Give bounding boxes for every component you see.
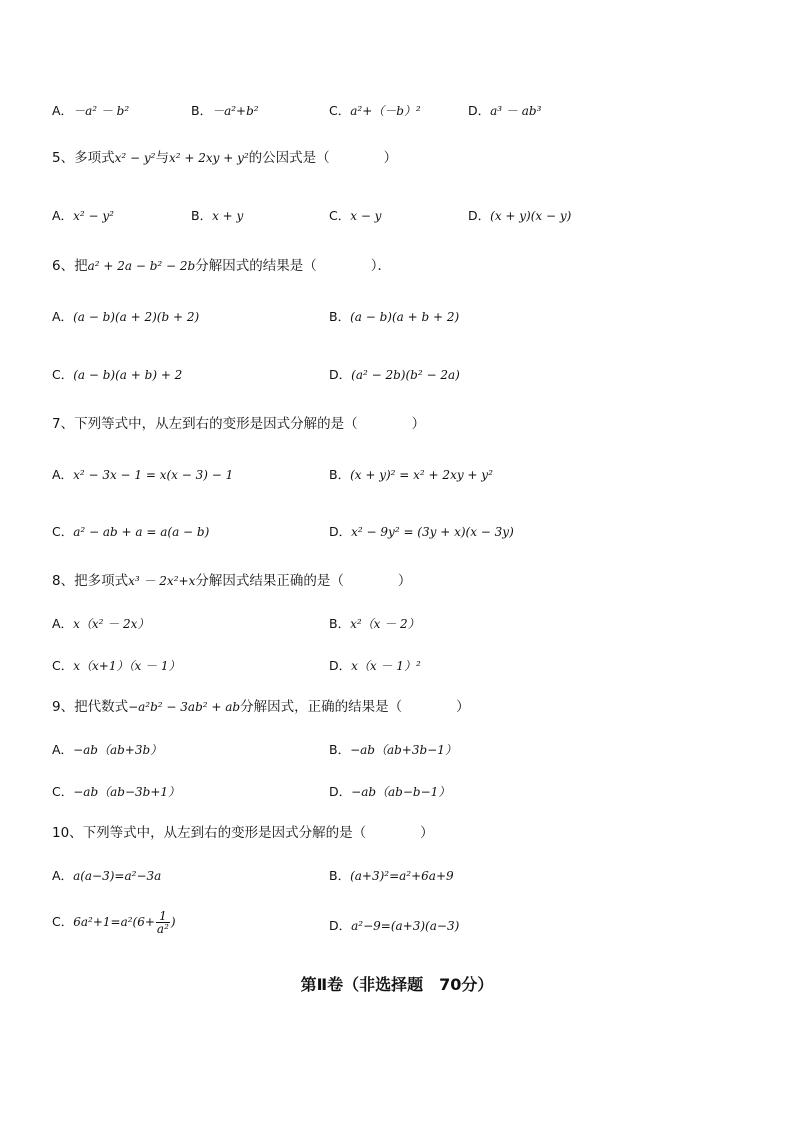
- option-expression: x（x+1）（x － 1）: [73, 659, 181, 673]
- question-number: 5、: [52, 150, 75, 166]
- option-letter: A．: [52, 309, 74, 324]
- option-letter: C．: [52, 784, 74, 799]
- q4-option-b: [191, 103, 259, 120]
- question-number: 8、: [52, 573, 75, 589]
- option-letter: A．: [52, 208, 74, 223]
- option-expression: a²−9=(a+3)(a−3): [351, 919, 460, 933]
- q10-option-a: [52, 868, 161, 885]
- option-expression: x（x² － 2x）: [73, 617, 150, 631]
- question-text: 分解因式的结果是（ ）．: [195, 258, 391, 274]
- q6-option-a: [52, 309, 199, 326]
- option-letter: D．: [329, 918, 352, 933]
- option-letter: C．: [52, 914, 74, 929]
- option-letter: B．: [191, 208, 213, 223]
- option-expression: −ab（ab−b−1）: [351, 785, 451, 799]
- q9-option-c: [52, 784, 180, 801]
- question-text: 分解因式，正确的结果是（ ）: [240, 699, 470, 715]
- option-expression: 6a²+1=a²(6+: [73, 915, 155, 929]
- q10-option-c: [52, 910, 176, 935]
- question-text: 下列等式中，从左到右的变形是因式分解的是（ ）: [82, 825, 434, 841]
- q9-option-d: [329, 784, 450, 801]
- q7-option-b: [329, 467, 493, 484]
- q10-option-d: [329, 918, 459, 935]
- option-expression: x（x － 1）²: [351, 659, 421, 673]
- option-letter: B．: [329, 309, 351, 324]
- option-letter: D．: [329, 658, 352, 673]
- option-expression: x²（x － 2）: [350, 617, 420, 631]
- q8-option-a: [52, 616, 149, 633]
- option-expression: (x + y)² = x² + 2xy + y²: [350, 468, 493, 482]
- q6-option-b: [329, 309, 459, 326]
- option-letter: A．: [52, 103, 74, 118]
- question-5: [52, 150, 397, 166]
- question-number: 9、: [52, 699, 75, 715]
- option-expression: −ab（ab+3b−1）: [350, 743, 457, 757]
- question-text: 把多项式: [74, 573, 129, 589]
- section-title: 第Ⅱ卷（非选择题 70分）: [300, 975, 494, 994]
- option-letter: C．: [52, 524, 74, 539]
- option-expression: x + y: [212, 209, 244, 223]
- option-letter: B．: [329, 868, 351, 883]
- q5-option-d: [468, 208, 571, 225]
- option-expression: －a²+b²: [212, 104, 259, 118]
- question-number: 10、: [52, 825, 83, 841]
- question-text: 的公因式是（ ）: [248, 150, 398, 166]
- q5-option-c: [329, 208, 381, 225]
- question-9: [52, 699, 470, 715]
- question-expression: x² − y²: [114, 151, 156, 165]
- question-text: 把: [74, 258, 88, 274]
- q4-option-a: [52, 103, 129, 120]
- option-expression: (a − b)(a + b) + 2: [73, 368, 183, 382]
- q9-option-a: [52, 742, 162, 759]
- question-number: 6、: [52, 258, 75, 274]
- option-expression: －a² － b²: [73, 104, 130, 118]
- option-letter: B．: [191, 103, 213, 118]
- option-expression: x² − 3x − 1 = x(x − 3) − 1: [73, 468, 234, 482]
- option-expression: −ab（ab−3b+1）: [73, 785, 181, 799]
- q6-option-d: [329, 367, 460, 384]
- option-expression: x² − y²: [73, 209, 114, 223]
- option-expression: ): [170, 915, 176, 929]
- option-letter: C．: [52, 658, 74, 673]
- q5-option-b: [191, 208, 243, 225]
- q7-option-c: [52, 524, 209, 541]
- option-expression: x² − 9y² = (3y + x)(x − 3y): [351, 525, 514, 539]
- option-letter: A．: [52, 742, 74, 757]
- option-letter: D．: [329, 784, 352, 799]
- fraction-denominator: a²: [156, 922, 169, 936]
- option-letter: C．: [52, 367, 74, 382]
- option-letter: C．: [329, 208, 351, 223]
- option-expression: a² − ab + a = a(a − b): [73, 525, 210, 539]
- q8-option-d: [329, 658, 421, 675]
- q8-option-c: [52, 658, 181, 675]
- q4-option-d: [468, 103, 541, 120]
- q7-option-d: [329, 524, 514, 541]
- q6-option-c: [52, 367, 182, 384]
- option-expression: (a+3)²=a²+6a+9: [350, 869, 454, 883]
- option-expression: (x + y)(x − y): [490, 209, 572, 223]
- question-expression: x³ － 2x²+x: [128, 574, 196, 588]
- question-10: [52, 825, 434, 841]
- option-expression: (a − b)(a + b + 2): [350, 310, 460, 324]
- question-expression: a² + 2a − b² − 2b: [87, 259, 196, 273]
- option-letter: A．: [52, 467, 74, 482]
- q4-option-c: [329, 103, 421, 120]
- question-text: 把代数式: [74, 699, 129, 715]
- option-letter: B．: [329, 467, 351, 482]
- option-expression: a²+（－b）²: [350, 104, 421, 118]
- option-letter: B．: [329, 616, 351, 631]
- option-letter: A．: [52, 616, 74, 631]
- option-expression: (a² − 2b)(b² − 2a): [351, 368, 460, 382]
- question-8: [52, 573, 411, 589]
- question-text: 分解因式结果正确的是（ ）: [195, 573, 412, 589]
- fraction-numerator: 1: [156, 910, 170, 923]
- question-number: 7、: [52, 416, 75, 432]
- question-text: 多项式: [74, 150, 115, 166]
- question-6: [52, 258, 391, 274]
- q9-option-b: [329, 742, 457, 759]
- option-letter: D．: [329, 524, 352, 539]
- question-expression: −a²b² − 3ab² + ab: [128, 700, 241, 714]
- option-letter: B．: [329, 742, 351, 757]
- q10-option-b: [329, 868, 454, 885]
- option-expression: a³ － ab³: [490, 104, 542, 118]
- option-expression: a(a−3)=a²−3a: [73, 869, 162, 883]
- question-text: 与: [155, 150, 169, 166]
- option-letter: D．: [468, 103, 491, 118]
- q8-option-b: [329, 616, 420, 633]
- question-7: [52, 416, 425, 432]
- option-letter: D．: [329, 367, 352, 382]
- option-expression: (a − b)(a + 2)(b + 2): [73, 310, 200, 324]
- fraction: [156, 910, 170, 935]
- question-text: 下列等式中，从左到右的变形是因式分解的是（ ）: [74, 416, 426, 432]
- option-letter: A．: [52, 868, 74, 883]
- option-letter: D．: [468, 208, 491, 223]
- option-expression: x − y: [350, 209, 382, 223]
- question-expression: x² + 2xy + y²: [168, 151, 249, 165]
- option-letter: C．: [329, 103, 351, 118]
- q5-option-a: [52, 208, 114, 225]
- option-expression: −ab（ab+3b）: [73, 743, 163, 757]
- q7-option-a: [52, 467, 233, 484]
